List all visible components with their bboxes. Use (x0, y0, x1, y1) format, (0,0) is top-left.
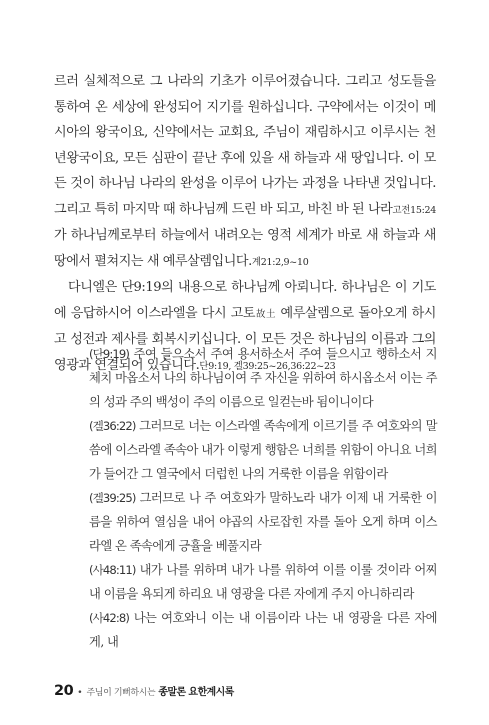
paragraph-2-text: 다니엘은 단9:19의 내용으로 하나님께 아뢰니다. 하나님은 이 기도에 응답하시어 이스라엘을 다시 고토 (54, 280, 436, 321)
paragraph-1-text: 르러 실체적으로 그 나라의 기초가 이루어졌습니다. 그리고 성도들을 통하여 온 세상에 완성되어 지기를 원하십니다. 구약에서는 이것이 메시아의 왕국이요, 신약에서는 교회요, 주님이 재림하시고 이루시는 천년왕국이요, 모든 심판이 끝난 후에 있을 새 하늘과 새 땅입니다. 이 모든 것이 하나님 나라의 완성을 이루어 나가는 과정을 나타낸 것입니다. 그리고 특히 마지막 때 하나님께 드린 바 되고, 바친 바 된 나라 (54, 74, 436, 217)
paragraph-1-text-cont: 가 하나님께로부터 하늘에서 내려오는 영적 세계가 바로 새 하늘과 새 땅에서 펼쳐지는 새 예루살렘입니다. (54, 228, 436, 269)
quote-ref: (겔36:22) (89, 419, 136, 433)
page-number: 20 (54, 683, 74, 699)
series-title: 주님이 기뻐하시는 (86, 688, 156, 698)
scripture-quote (89, 486, 437, 558)
scripture-ref: 고전15:24 (392, 204, 436, 216)
page-footer (54, 683, 234, 699)
scripture-ref: 계21:2,9~10 (251, 256, 309, 268)
book-title: 종말론 요한계시록 (158, 687, 234, 698)
scripture-quote (89, 606, 437, 654)
hanja-annotation: 故土 (255, 308, 276, 320)
quote-ref: (겔39:25) (89, 491, 136, 505)
scripture-ref: 단9:19, 겔39:25~26,36:22~23 (199, 360, 336, 372)
quote-text: 나는 여호와니 이는 내 이름이라 나는 내 영광을 다른 자에게, 내 (89, 611, 437, 649)
scripture-quote (89, 342, 437, 414)
quote-text: 그러므로 너는 이스라엘 족속에게 이르기를 주 여호와의 말씀에 이스라엘 족속아 내가 이렇게 행함은 너희를 위함이 아니요 너희가 들어간 그 열국에서 더럽힌 나의 거룩한 이름을 위함이라 (89, 419, 437, 481)
bullet-separator: • (77, 688, 83, 698)
quote-ref: (사48:11) (89, 563, 136, 577)
paragraph-2-text-cont: 예루살렘으로 돌아오게 하시고 성전과 제사를 회복시키십니다. 이 모든 것은 하나님의 이름과 그의 영광과 연결되어 있습니다. (54, 305, 436, 373)
scripture-quote (89, 414, 437, 486)
quote-ref: (사42:8) (89, 611, 129, 625)
quote-ref: (단9:19) (89, 347, 129, 361)
scripture-quotes (89, 342, 437, 654)
quote-text: 그러므로 나 주 여호와가 말하노라 내가 이제 내 거룩한 이름을 위하여 열심을 내어 야곱의 사로잡힌 자를 돌아 오게 하며 이스라엘 온 족속에게 긍휼을 베풀지라 (89, 491, 437, 553)
paragraph-1 (54, 69, 436, 275)
scripture-quote (89, 558, 437, 606)
body-text (54, 69, 436, 379)
quote-text: 주여 들으소서 주여 용서하소서 주여 들으시고 행하소서 지체치 마옵소서 나의 하나님이여 주 자신을 위하여 하시옵소서 이는 주의 성과 주의 백성이 주의 이름으로 일컫는바 됨이니이다 (89, 347, 437, 409)
quote-text: 내가 나를 위하며 내가 나를 위하여 이를 이룰 것이라 어찌 내 이름을 욕되게 하리요 내 영광을 다른 자에게 주지 아니하리라 (89, 563, 437, 601)
